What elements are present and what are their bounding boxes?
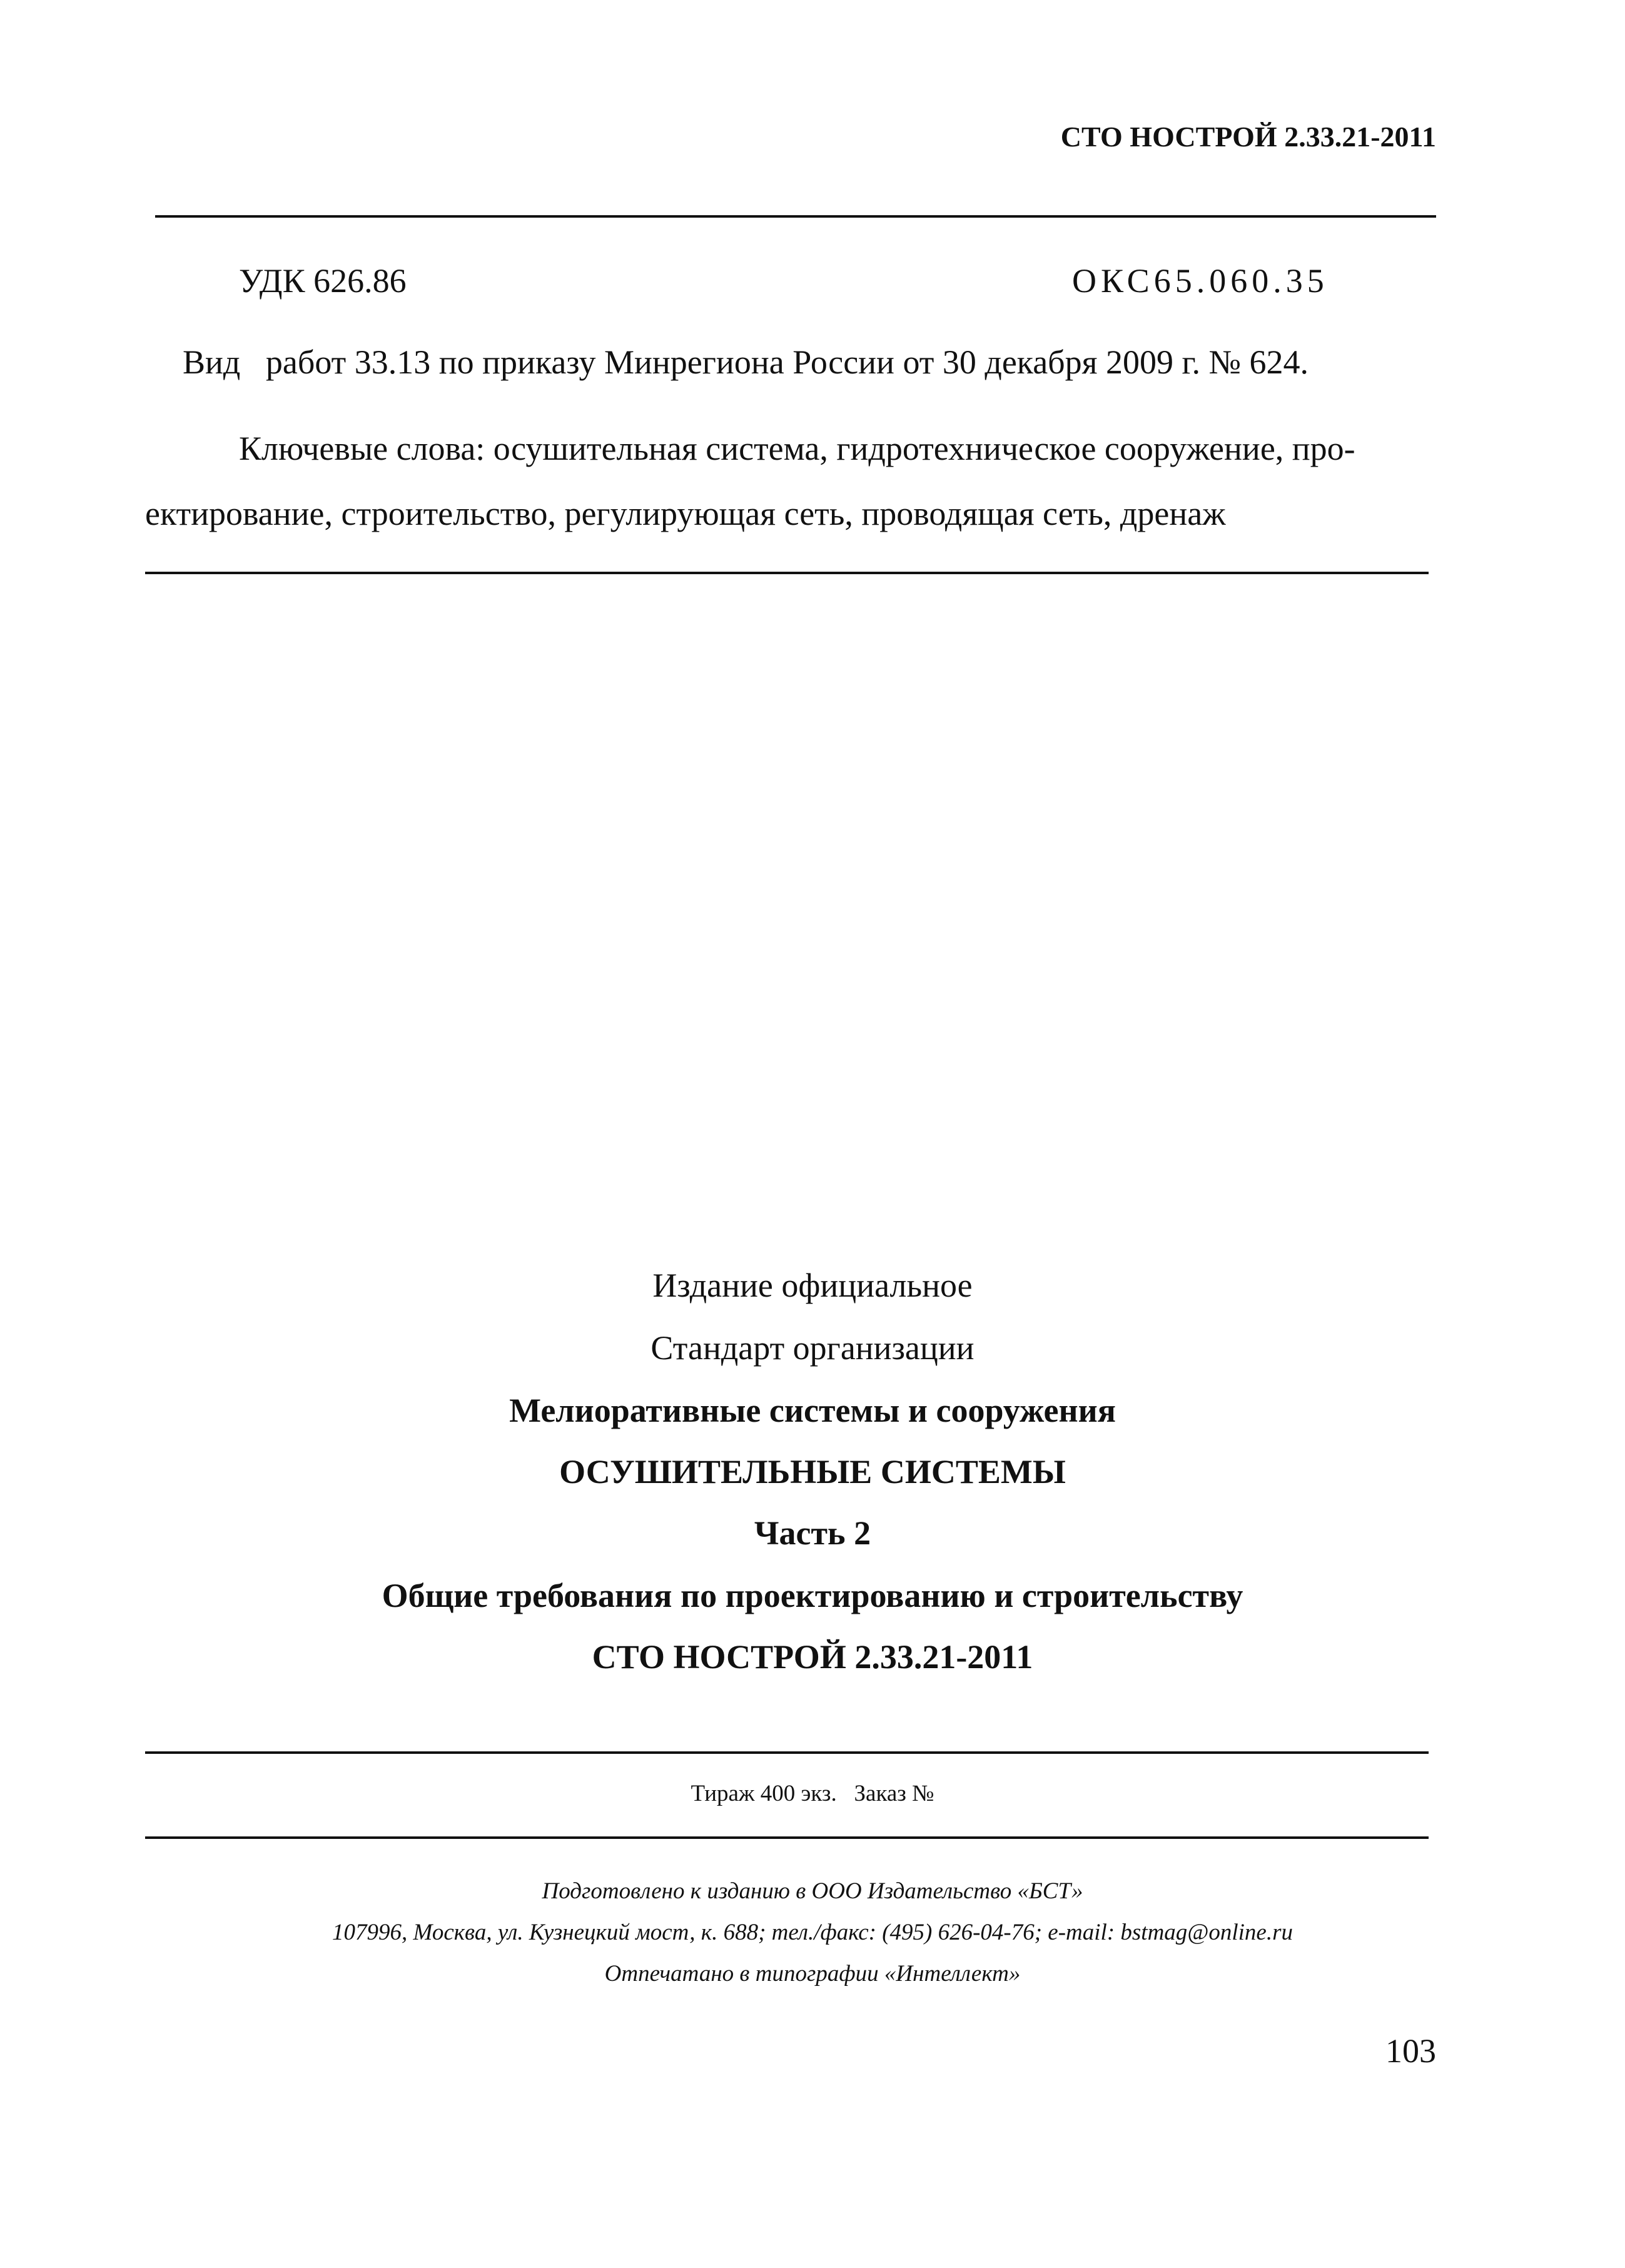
keywords-line-2: ектирование, строительство, регулирующая сеть, проводящая сеть, дренаж	[145, 495, 1226, 532]
series-title: Мелиоративные системы и сооружения	[509, 1392, 1116, 1429]
print-info-bottom-rule	[145, 1836, 1429, 1839]
designation: СТО НОСТРОЙ 2.33.21-2011	[592, 1638, 1033, 1676]
printed-note: Отпечатано в типографии «Интеллект»	[604, 1961, 1021, 1987]
subtitle: Общие требования по проектированию и строительству	[382, 1577, 1243, 1614]
doc-type-label: Стандарт организации	[651, 1329, 974, 1367]
work-type-line: Вид работ 33.13 по приказу Минрегиона России от 30 декабря 2009 г. № 624.	[183, 343, 1309, 381]
edition-label: Издание официальное	[652, 1267, 973, 1304]
udk-code: УДК 626.86	[239, 262, 407, 300]
part-label: Часть 2	[754, 1514, 871, 1552]
keywords-rule	[145, 572, 1429, 574]
print-run: Тираж 400 экз. Заказ №	[691, 1781, 934, 1806]
page-number: 103	[1385, 2032, 1436, 2070]
header-rule	[155, 215, 1436, 218]
main-title: ОСУШИТЕЛЬНЫЕ СИСТЕМЫ	[559, 1453, 1066, 1491]
header-code: СТО НОСТРОЙ 2.33.21-2011	[1060, 121, 1436, 153]
publisher-address: 107996, Москва, ул. Кузнецкий мост, к. 688; тел./факс: (495) 626-04-76; e-mail: bstmag@online.ru	[332, 1920, 1293, 1945]
keywords-line-1: Ключевые слова: осушительная система, гидротехническое сооружение, про-	[239, 430, 1355, 467]
prepared-note: Подготовлено к изданию в ООО Издательство «БСТ»	[542, 1878, 1083, 1904]
oks-code: ОКС65.060.35	[1072, 262, 1329, 300]
print-info-top-rule	[145, 1751, 1429, 1754]
